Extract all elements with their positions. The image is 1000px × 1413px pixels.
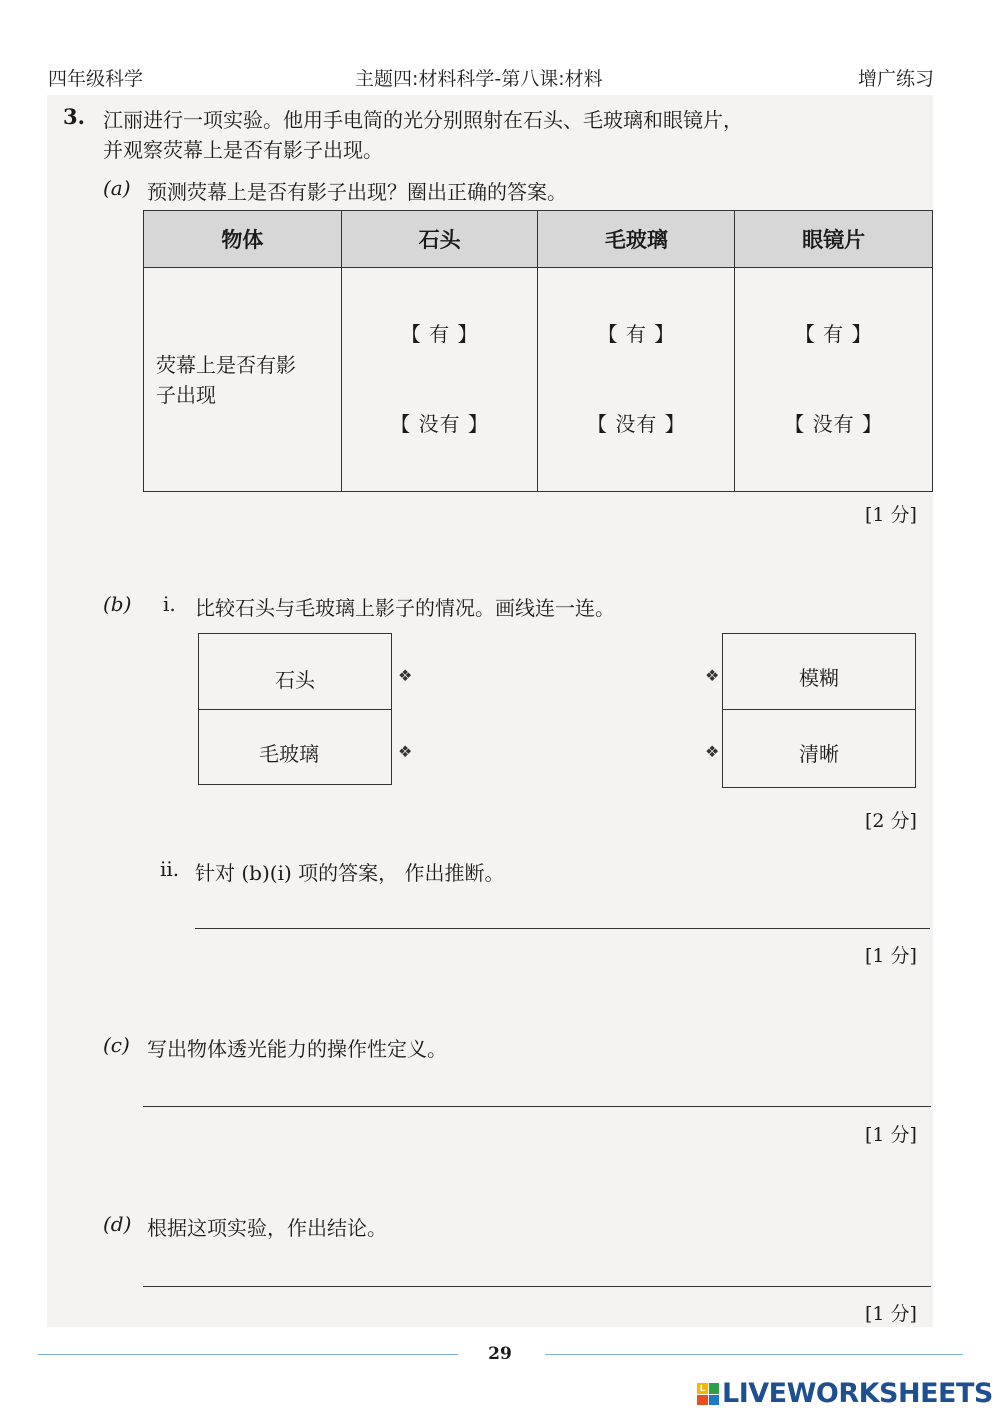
answer-line-b-ii[interactable]: [195, 928, 930, 929]
header-subject: 四年级科学: [48, 68, 144, 90]
liveworksheets-logo-icon: [697, 1383, 719, 1405]
header-object: 物体: [144, 211, 342, 268]
part-c-label: (c): [103, 1033, 130, 1057]
stone-cell: [341, 268, 538, 492]
match-item-clear: 清晰: [799, 742, 839, 766]
header-frosted-glass: 毛玻璃: [538, 211, 735, 268]
match-dot-clear[interactable]: ❖: [705, 742, 720, 761]
part-c-mark: [1 分]: [865, 1124, 917, 1146]
prediction-table: [143, 210, 933, 492]
match-item-blurry: 模糊: [799, 666, 839, 690]
part-b-i-text: 比较石头与毛玻璃上影子的情况。画线连一连。: [195, 596, 615, 620]
liveworksheets-logo-text: LIVEWORKSHEETS: [722, 1378, 993, 1409]
part-b-ii-label: ii.: [160, 857, 180, 881]
part-a-mark: [1 分]: [865, 504, 917, 526]
match-dot-frosted-glass[interactable]: ❖: [398, 742, 413, 761]
question-line-2: 并观察荧幕上是否有影子出现。: [103, 138, 383, 162]
page-number: 29: [488, 1344, 512, 1364]
part-a-text: 预测荧幕上是否有影子出现？圈出正确的答案。: [147, 180, 567, 204]
part-d-text: 根据这项实验，作出结论。: [147, 1216, 387, 1240]
header-spectacle-lens: 眼镜片: [735, 211, 933, 268]
match-item-frosted-glass: 毛玻璃: [259, 742, 319, 766]
frosted-glass-option-no[interactable]: 【 没有 】: [587, 412, 686, 436]
part-b-ii-text: 针对 (b)(i) 项的答案， 作出推断。: [195, 861, 505, 885]
header-topic: 主题四:材料科学-第八课:材料: [355, 68, 603, 90]
part-d-label: (d): [103, 1212, 132, 1236]
question-line-1: 江丽进行一项实验。他用手电筒的光分别照射在石头、毛玻璃和眼镜片，: [103, 108, 743, 132]
row-label-line-2: 子出现: [156, 383, 216, 407]
prediction-table-row: [144, 268, 933, 492]
right-match-box: [722, 633, 916, 788]
part-b-i-mark: [2 分]: [865, 810, 917, 832]
part-d-mark: [1 分]: [865, 1303, 917, 1325]
match-dot-blurry[interactable]: ❖: [705, 666, 720, 685]
spectacle-lens-option-yes[interactable]: 【 有 】: [794, 322, 873, 346]
liveworksheets-logo[interactable]: [697, 1378, 993, 1409]
header-type: 增广练习: [858, 68, 935, 90]
row-label-cell: [144, 268, 342, 492]
question-number: 3.: [63, 104, 85, 129]
answer-line-d[interactable]: [143, 1286, 931, 1287]
header-stone: 石头: [341, 211, 538, 268]
part-b-i-label: i.: [163, 592, 176, 616]
frosted-glass-cell: [538, 268, 735, 492]
part-a-label: (a): [103, 176, 131, 200]
answer-line-c[interactable]: [143, 1106, 931, 1107]
stone-option-yes[interactable]: 【 有 】: [400, 322, 479, 346]
left-match-box: [198, 633, 392, 785]
part-b-ii-mark: [1 分]: [865, 945, 917, 967]
spectacle-lens-cell: [735, 268, 933, 492]
stone-option-no[interactable]: 【 没有 】: [390, 412, 489, 436]
part-c-text: 写出物体透光能力的操作性定义。: [147, 1037, 447, 1061]
part-b-label: (b): [103, 592, 132, 616]
logo-mark-letter-l: L: [697, 1383, 708, 1394]
match-item-stone: 石头: [275, 668, 315, 692]
row-label-line-1: 荧幕上是否有影: [156, 353, 296, 377]
match-dot-stone[interactable]: ❖: [398, 666, 413, 685]
spectacle-lens-option-no[interactable]: 【 没有 】: [784, 412, 883, 436]
prediction-table-header-row: [144, 211, 933, 268]
frosted-glass-option-yes[interactable]: 【 有 】: [597, 322, 676, 346]
